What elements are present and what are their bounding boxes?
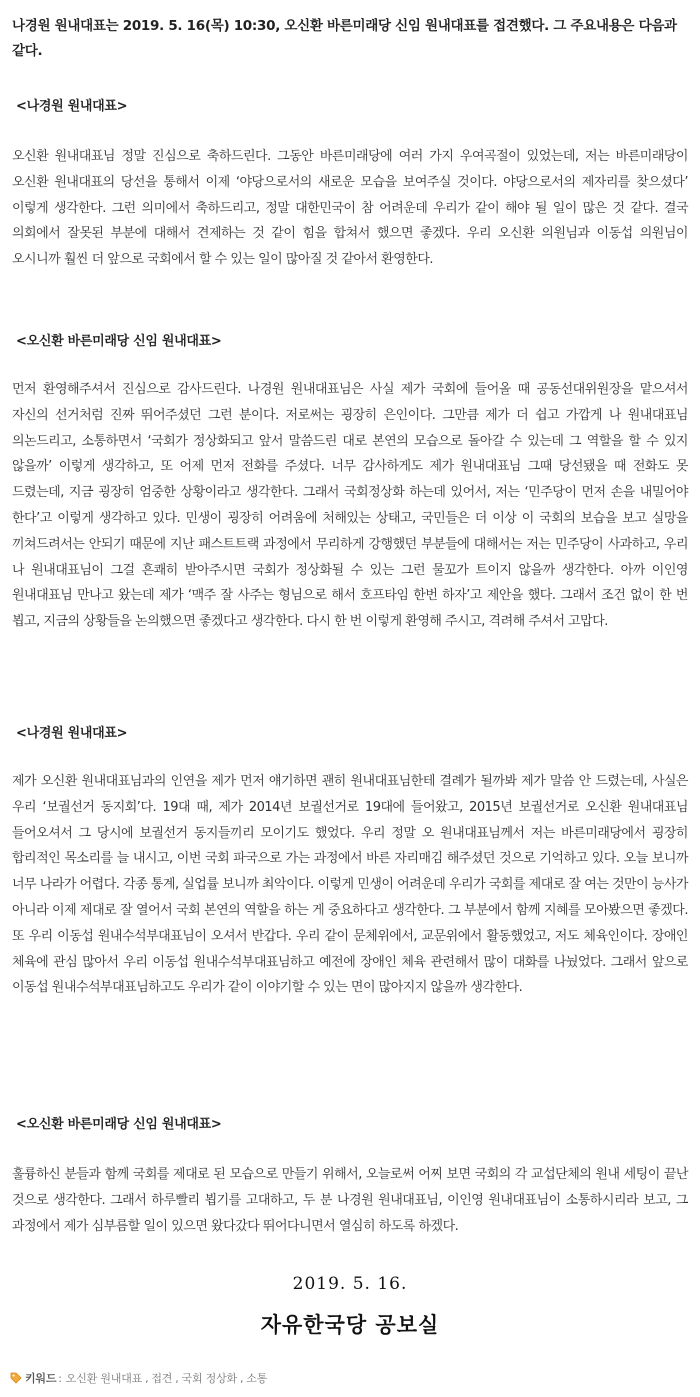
keyword-link[interactable]: 국회 정상화 — [181, 1372, 237, 1385]
release-date: 2019. 5. 16. — [292, 1274, 408, 1294]
speech-paragraph: 오신환 원내대표님 정말 진심으로 축하드린다. 그동안 바른미래당에 여러 가지 우여곡절이 있었는데, 저는 바른미래당이 오신환 원내대표의 당선을 통해서 이제 ‘야당으로서의 새로운 모습을 보여주실 것이다. 야당으로서의 제자리를 찾으셨다’ 이렇게 생각한다. 그런 의미에서 축하드리고, 정말 대한민국이 참 어려운데 우리가 같이 해야 될 일이 많은 것 같다. 결국 의회에서 잘못된 부분에 대해서 견제하는 것 같이 힘을 합쳐서 했으면 좋겠다. 우리 오신환 의원님과 이동섭 의원님이 오시니까 훨씬 더 앞으로 국회에서 할 수 있는 일이 많아질 것 같아서 환영한다. — [12, 149, 688, 268]
keyword-link[interactable]: 접견 — [151, 1372, 173, 1385]
tag-icon — [10, 1372, 22, 1384]
intro-paragraph: 나경원 원내대표는 2019. 5. 16(목) 10:30, 오신환 바른미래당 신임 원내대표를 접견했다. 그 주요내용은 다음과 같다. — [12, 18, 677, 59]
keyword-link[interactable]: 소통 — [246, 1372, 268, 1385]
speaker-heading: <나경원 원내대표> — [16, 726, 128, 741]
speech-paragraph: 제가 오신환 원내대표님과의 인연을 제가 먼저 얘기하면 괜히 원내대표님한테 결례가 될까봐 제가 말씀 안 드렸는데, 사실은 우리 ‘보궐선거 동지회’다. 19대 때, 제가 2014년 보궐선거로 19대에 들어왔고, 2015년 보궐선거로 오신환 원내대표님 들어오셔서 그 당시에 보궐선거 동지들끼리 모이기도 했었다. 우리 정말 오 원내대표님께서 저는 바른미래당에서 굉장히 합리적인 목소리를 늘 내시고, 이번 국회 파국으로 가는 과정에서 바른 자리매김 해주셨던 것으로 기억하고 있다. 오늘 보니까 너무 나라가 어렵다. 각종 통계, 실업률 보니까 최악이다. 이렇게 민생이 어려운데 우리가 국회를 제대로 잘 여는 것만이 능사가 아니라 이제 제대로 잘 열어서 국회 본연의 역할을 하는 게 중요하다고 생각한다. 그 부분에서 함께 지혜를 모아봤으면 좋겠다. 또 우리 이동섭 원내수석부대표님이 오셔서 반갑다. 우리 같이 문체위에서, 교문위에서 활동했었고, 저도 체육인이다. 장애인 체육에 관심 많아서 우리 이동섭 원내수석부대표님하고 예전에 장애인 체육 관련해서 많이 대화를 나눴었다. 그래서 앞으로 이동섭 원내수석부대표님하고도 우리가 같이 이야기할 수 있는 면이 많아지지 않을까 생각한다. — [12, 774, 688, 996]
speech-paragraph: 먼저 환영해주셔서 진심으로 감사드린다. 나경원 원내대표님은 사실 제가 국회에 들어올 때 공동선대위원장을 맡으셔서 자신의 선거처럼 진짜 뛰어주셨던 그런 분이다. 저로써는 굉장히 은인이다. 그만큼 제가 더 쉽고 가깝게 나 원내대표님 의논드리고, 소통하면서 ‘국회가 정상화되고 앞서 말씀드린 대로 본연의 모습으로 돌아갈 수 있는데 그 역할을 할 수 있지 않을까’ 이렇게 생각하고, 또 어제 먼저 전화를 주셨다. 너무 감사하게도 제가 원내대표님 그때 당선됐을 때 전화도 못 드렸는데, 지금 굉장히 엄중한 상황이라고 생각한다. 그래서 국회정상화 하는데 있어서, 저는 ‘민주당이 먼저 손을 내밀어야 한다’고 이렇게 생각하고 있다. 민생이 굉장히 어려움에 처해있는 상태고, 국민들은 더 이상 이 국회의 보습을 보고 실망을 끼쳐드려서는 안되기 때문에 지난 패스트트랙 과정에서 무리하게 강행했던 부분들에 대해서는 저는 민주당이 사과하고, 우리 나 원내대표님이 그걸 흔쾌히 받아주시면 국회가 정상화될 수 있는 그런 물꼬가 트이지 않을까 생각한다. 아까 이인영 원내대표님 만나고 왔는데 제가 ‘맥주 잘 사주는 형님으로 해서 호프타임 한번 하자’고 제안을 했다. 그래서 조건 없이 한 번 뵙고, 지금의 상황들을 논의했으면 좋겠다고 생각한다. 다시 한 번 이렇게 환영해 주시고, 격려해 주셔서 고맙다. — [12, 382, 688, 630]
speaker-heading: <오신환 바른미래당 신임 원내대표> — [16, 1117, 222, 1132]
speaker-heading: <오신환 바른미래당 신임 원내대표> — [16, 334, 222, 349]
keywords-label: 키워드 — [25, 1372, 57, 1385]
speech-paragraph: 훌륭하신 분들과 함께 국회를 제대로 된 모습으로 만들기 위해서, 오늘로써 어찌 보면 국회의 각 교섭단체의 원내 세팅이 끝난 것으로 생각한다. 그래서 하루빨리 뵙기를 고대하고, 두 분 나경원 원내대표님, 이인영 원내대표님이 소통하시리라 보고, 그 과정에서 제가 심부름할 일이 있으면 왔다갔다 뛰어다니면서 열심히 하도록 하겠다. — [12, 1167, 688, 1234]
keyword-link[interactable]: 오신환 원내대표 — [65, 1372, 143, 1385]
issuer-name: 자유한국당 공보실 — [260, 1313, 440, 1337]
keywords-colon: : — [58, 1371, 62, 1385]
speaker-heading: <나경원 원내대표> — [16, 99, 128, 114]
keywords-bar: 키워드 : 오신환 원내대표 , 접견 , 국회 정상화 , 소통 — [10, 1370, 267, 1386]
